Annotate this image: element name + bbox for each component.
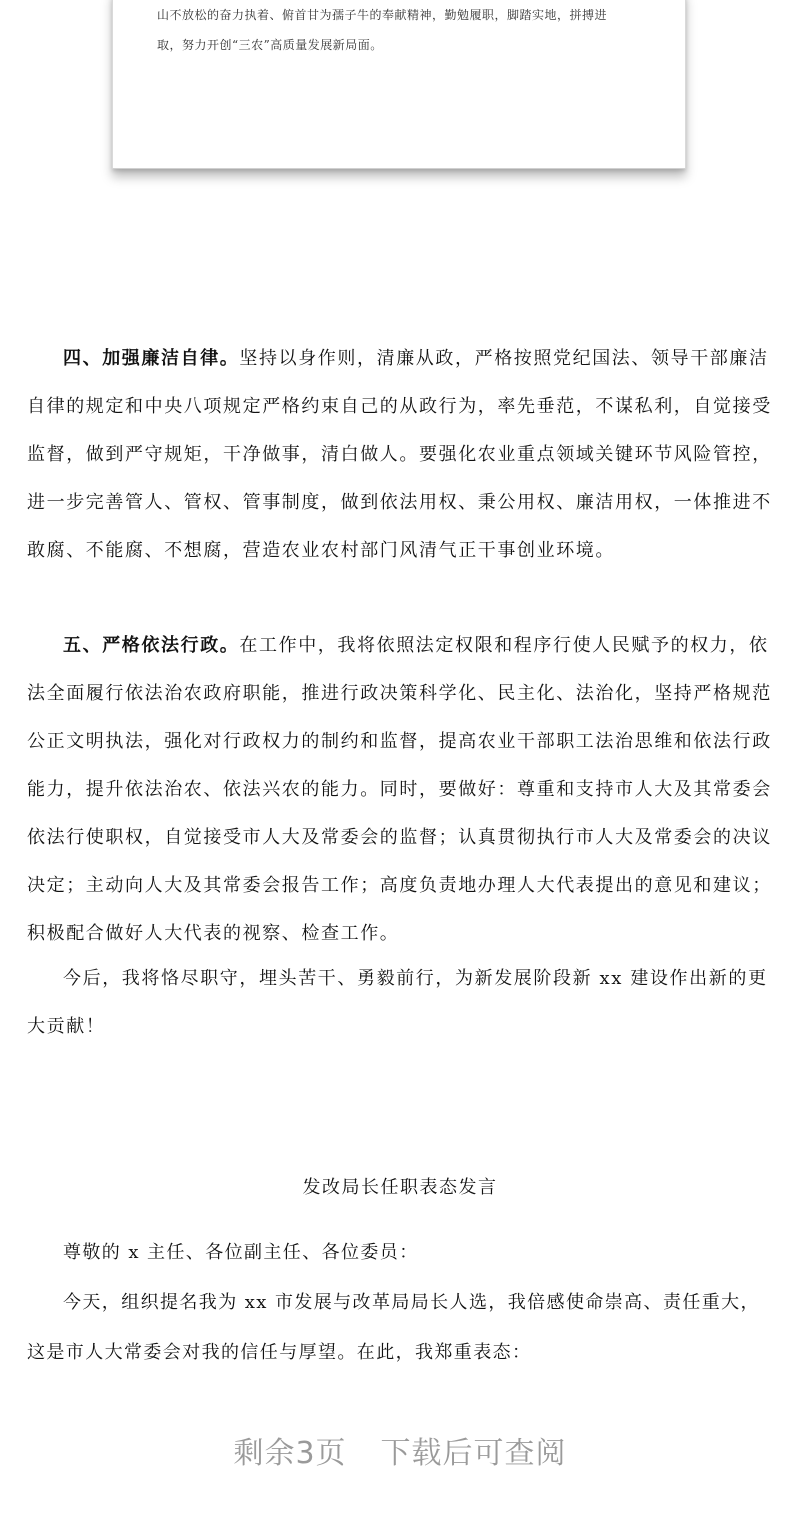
section-five-body: 在工作中，我将依照法定权限和程序行使人民赋予的权力，依法全面履行依法治农政府职能，推进行政决策科学化、民主化、法治化，坚持严格规范公正文明执法，强化对行政权力的制约和监督，提高农业干部职工法治思维和依法行政能力，提升依法治农、依法兴农的能力。同时，要做好：尊重和支持市人大及其常委会依法行使职权，自觉接受市人大及常委会的监督；认真贯彻执行市人大及常委会的决议决定；主动向人大及其常委会报告工作；高度负责地办理人大代表提出的意见和建议；积极配合做好人大代表的视察、检查工作。 bbox=[27, 635, 772, 944]
section-four-body: 坚持以身作则，清廉从政，严格按照党纪国法、领导干部廉洁自律的规定和中央八项规定严格约束自己的从政行为，率先垂范，不谋私利，自觉接受监督，做到严守规矩，干净做事，清白做人。要强化农业重点领域关键环节风险管控，进一步完善管人、管权、管事制度，做到依法用权、秉公用权、廉洁用权，一体推进不敢腐、不能腐、不想腐，营造农业农村部门风清气正干事创业环境。 bbox=[27, 348, 772, 561]
download-to-view-label[interactable]: 下载后可查阅 bbox=[380, 1436, 567, 1471]
remaining-pages-label: 剩余3页 bbox=[233, 1436, 347, 1471]
section-four-paragraph bbox=[27, 335, 777, 575]
second-document-body bbox=[27, 1228, 777, 1378]
section-four-heading: 四、加强廉洁自律。 bbox=[63, 348, 240, 369]
section-five-heading: 五、严格依法行政。 bbox=[63, 635, 240, 656]
section-five bbox=[27, 622, 777, 958]
preview-line: 山不放松的奋力执着、俯首甘为孺子牛的奉献精神，勤勉履职，脚踏实地，拼搏进 bbox=[157, 8, 608, 22]
section-four bbox=[27, 335, 777, 575]
opening-paragraph: 今天，组织提名我为 xx 市发展与改革局局长人选，我倍感使命崇高、责任重大，这是市人大常委会对我的信任与厚望。在此，我郑重表态： bbox=[27, 1292, 760, 1363]
preview-page-card bbox=[112, 0, 686, 169]
preview-line: 取，努力开创“三农”高质量发展新局面。 bbox=[157, 38, 383, 52]
preview-page-text bbox=[157, 0, 657, 60]
download-notice[interactable] bbox=[0, 1428, 800, 1472]
closing-paragraph: 今后，我将恪尽职守，埋头苦干、勇毅前行，为新发展阶段新 xx 建设作出新的更大贡献！ bbox=[27, 968, 768, 1037]
section-five-paragraph bbox=[27, 622, 777, 958]
salutation: 尊敬的 x 主任、各位副主任、各位委员： bbox=[63, 1242, 419, 1263]
second-document-title: 发改局长任职表态发言 bbox=[302, 1177, 498, 1198]
closing-section bbox=[27, 955, 777, 1051]
